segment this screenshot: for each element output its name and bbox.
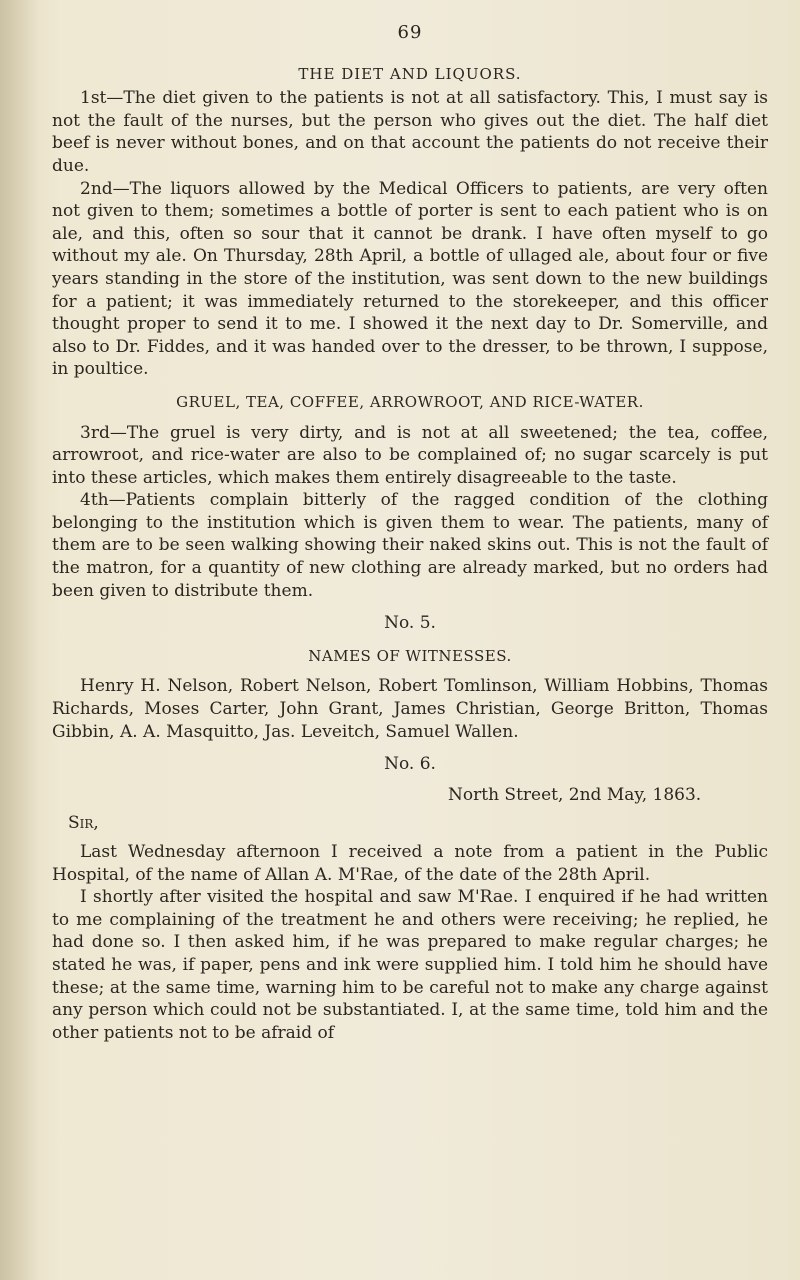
paragraph-letter-1: Last Wednesday afternoon I received a note from a patient in the Public Hospital, of the name of Allan A. M'Rae, of the date of the 28th April.	[52, 842, 768, 885]
text-block	[52, 0, 768, 1044]
paragraph-diet: 1st—The diet given to the patients is not at all satisfactory. This, I must say is not the fault of the nurses, but the person who gives out the diet. The half diet beef is never without bones, and on that account the patients do not receive their due.	[52, 88, 768, 176]
paragraph-letter-2: I shortly after visited the hospital and saw M'Rae. I enquired if he had written to me complaining of the treatment he and others were receiving; he replied, he had done so. I then asked him, if he was prepared to make regular charges; he stated he was, if paper, pens and ink were supplied him. I told him he should have these; at the same time, warning him to be careful not to make any charge against any person which could not be substantiated. I, at the same time, told him and the other patients not to be afraid of	[52, 887, 768, 1043]
number-heading-5: No. 5.	[384, 613, 436, 634]
paragraph-gruel: 3rd—The gruel is very dirty, and is not at all sweetened; the tea, coffee, arrowroot, and rice-water are also to be complained of; no sugar scarcely is put into these articles, which makes them entirely disagreeable to the taste.	[52, 422, 768, 488]
letter-salutation: Sir,	[68, 813, 99, 834]
section-heading-gruel: GRUEL, TEA, COFFEE, ARROWROOT, AND RICE-WATER.	[176, 392, 644, 411]
paragraph-clothing: 4th—Patients complain bitterly of the ragged condition of the clothing belonging to the institution which is given them to wear. The patients, many of them are to be seen walking showing their naked skins out. This is not the fault of the matron, for a quantity of new clothing are already marked, but no orders had been given to distribute them.	[52, 490, 768, 601]
section-heading-diet: THE DIET AND LIQUORS.	[298, 64, 522, 83]
witnesses-heading: NAMES OF WITNESSES.	[308, 646, 512, 665]
paragraph-liquors: 2nd—The liquors allowed by the Medical Officers to patients, are very often not given to them; sometimes a bottle of porter is sent to each patient who is on ale, and this, often so sour that it cannot be drank. I have often myself to go without my ale. On Thursday, 28th April, a bottle of ullaged ale, about four or five years standing in the store of the institution, was sent down to the new buildings for a patient; it was immediately returned to the storekeeper, and this officer thought proper to send it to me. I showed it the next day to Dr. Somerville, and also to Dr. Fiddes, and it was handed over to the dresser, to be thrown, I suppose, in poultice.	[52, 178, 768, 380]
letter-address: North Street, 2nd May, 1863.	[448, 784, 702, 805]
witnesses-list: Henry H. Nelson, Robert Nelson, Robert Tomlinson, William Hobbins, Thomas Richards, Moses Carter, John Grant, James Christian, George Britton, Thomas Gibbin, A. A. Masquitto, Jas. Leveitch, Samuel Wallen.	[52, 676, 768, 742]
binding-shadow	[0, 0, 40, 1280]
number-heading-6: No. 6.	[384, 754, 436, 775]
page-number: 69	[397, 22, 423, 43]
